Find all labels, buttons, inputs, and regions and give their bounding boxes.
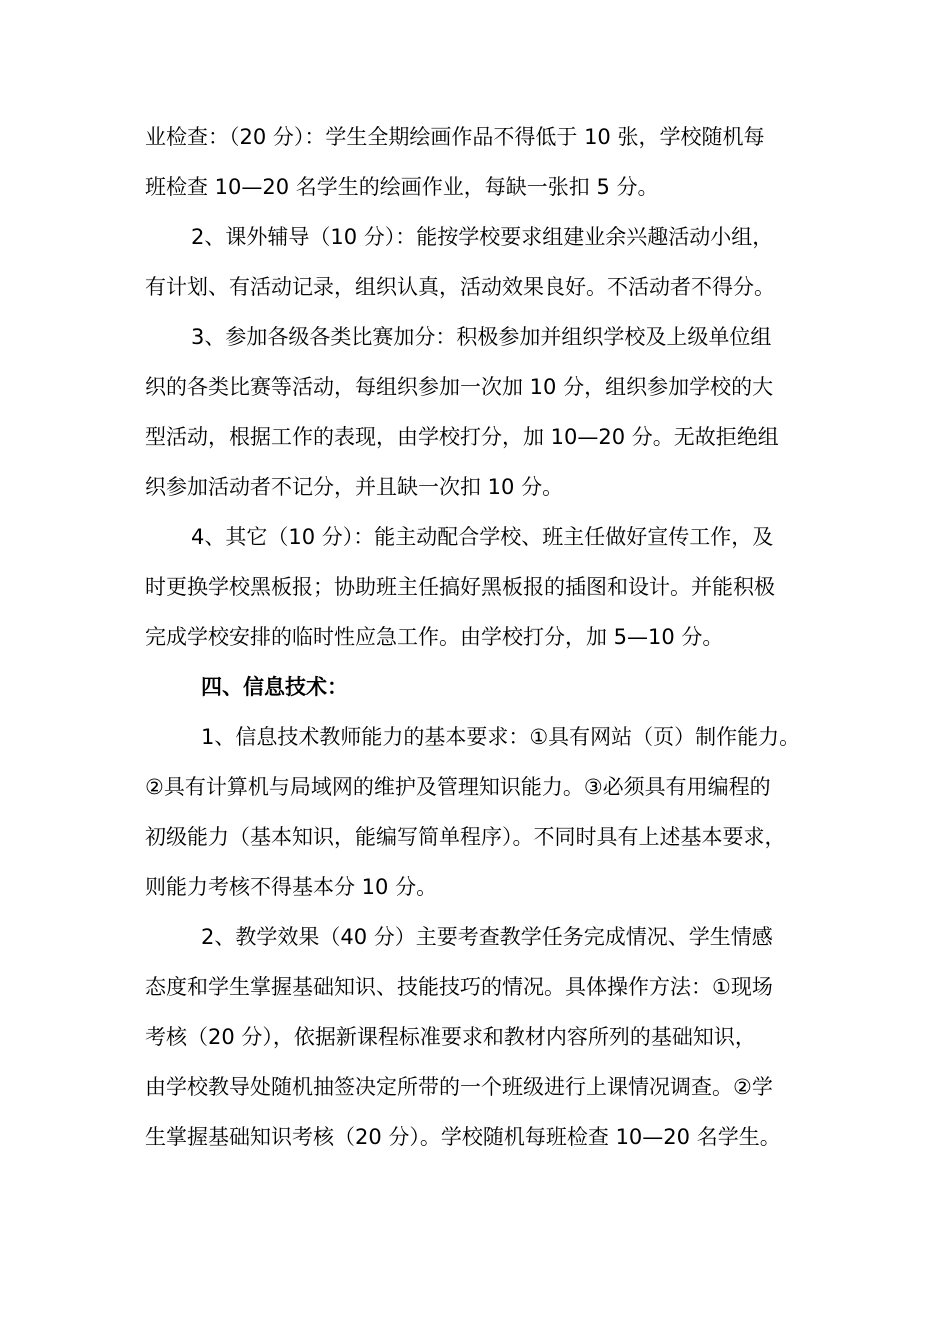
paragraph-start-line: 1、信息技术教师能力的基本要求：①具有网站（页）制作能力。 — [201, 725, 801, 749]
text-line: 态度和学生掌握基础知识、技能技巧的情况。具体操作方法：①现场 — [145, 975, 773, 999]
paragraph-start-line: 2、教学效果（40 分）主要考查教学任务完成情况、学生情感 — [201, 925, 773, 949]
text-line: 生掌握基础知识考核（20 分）。学校随机每班检查 10—20 名学生。 — [145, 1125, 781, 1149]
document-body — [145, 112, 825, 1162]
text-line: 型活动，根据工作的表现，由学校打分，加 10—20 分。无故拒绝组 — [145, 425, 779, 449]
text-line: 有计划、有活动记录，组织认真，活动效果良好。不活动者不得分。 — [145, 275, 775, 299]
text-line: 完成学校安排的临时性应急工作。由学校打分，加 5—10 分。 — [145, 625, 724, 649]
text-line: 班检查 10—20 名学生的绘画作业，每缺一张扣 5 分。 — [145, 175, 659, 199]
paragraph-start-line: 4、其它（10 分）：能主动配合学校、班主任做好宣传工作，及 — [191, 525, 774, 549]
text-line: ②具有计算机与局域网的维护及管理知识能力。③必须具有用编程的 — [145, 775, 771, 799]
text-line: 初级能力（基本知识，能编写简单程序）。不同时具有上述基本要求， — [145, 825, 786, 849]
text-line: 织的各类比赛等活动，每组织参加一次加 10 分，组织参加学校的大 — [145, 375, 774, 399]
text-line: 时更换学校黑板报；协助班主任搞好黑板报的插图和设计。并能积极 — [145, 575, 775, 599]
paragraph-start-line: 2、课外辅导（10 分）：能按学校要求组建业余兴趣活动小组， — [191, 225, 774, 249]
section-heading: 四、信息技术： — [201, 675, 348, 699]
text-line: 织参加活动者不记分，并且缺一次扣 10 分。 — [145, 475, 564, 499]
paragraph-start-line: 3、参加各级各类比赛加分：积极参加并组织学校及上级单位组 — [191, 325, 772, 349]
text-line: 业检查：（20 分）：学生全期绘画作品不得低于 10 张，学校随机每 — [145, 125, 765, 149]
text-line: 考核（20 分），依据新课程标准要求和教材内容所列的基础知识， — [145, 1025, 756, 1049]
text-line: 则能力考核不得基本分 10 分。 — [145, 875, 438, 899]
text-line: 由学校教导处随机抽签决定所带的一个班级进行上课情况调查。②学 — [145, 1075, 773, 1099]
